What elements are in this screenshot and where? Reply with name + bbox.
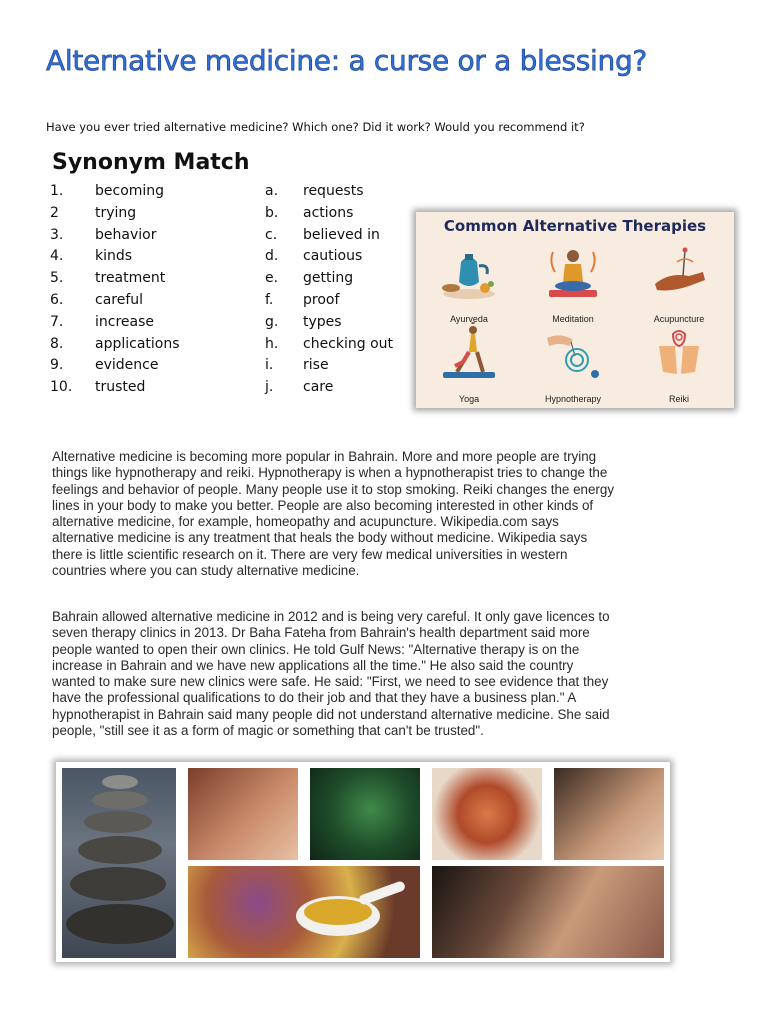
row-synonym: actions bbox=[303, 204, 354, 221]
therapy-reiki bbox=[634, 322, 724, 404]
row-number: 10. bbox=[50, 379, 73, 396]
yoga-icon bbox=[439, 322, 499, 384]
row-letter: b. bbox=[265, 204, 279, 221]
acupuncture-icon bbox=[649, 242, 709, 304]
row-synonym: types bbox=[303, 313, 342, 330]
therapy-label: Reiki bbox=[668, 394, 689, 404]
row-number: 2 bbox=[50, 204, 59, 221]
row-letter: h. bbox=[265, 335, 279, 352]
mortar-illustration bbox=[188, 866, 420, 958]
synonym-row bbox=[50, 292, 410, 314]
therapy-yoga bbox=[424, 322, 514, 404]
synonym-match-list bbox=[50, 183, 410, 401]
article-paragraph-2: Bahrain allowed alternative medicine in 2012 and is being very careful. It only gave licences to seven therapy clinics in 2013. Dr Baha Fateha from Bahrain's health department said more people wanted to open their own clinics. He told Gulf News: "Alternative therapy is on the increase in Bahrain and we have new applications all the time." He also said the country wanted to make sure new clinics were safe. He said: "First, we need to see evidence that they have the professional qualifications to do their job and that they have a business plan." A hypnotherapist in Bahrain said many people did not understand alternative medicine. She said people, "still see it as a form of magic or something that can't be trusted". bbox=[52, 609, 610, 739]
therapy-label: Hypnotherapy bbox=[544, 394, 602, 404]
synonym-row bbox=[50, 270, 410, 292]
meditation-icon bbox=[543, 242, 603, 304]
therapies-heading: Common Alternative Therapies bbox=[443, 217, 707, 235]
synonym-row bbox=[50, 227, 410, 249]
row-word: becoming bbox=[95, 183, 165, 199]
therapy-label: Acupuncture bbox=[653, 314, 705, 324]
row-word: careful bbox=[95, 291, 144, 308]
row-word: evidence bbox=[95, 357, 159, 374]
row-letter: f. bbox=[265, 291, 274, 308]
meditation-hand-photo bbox=[554, 768, 664, 860]
row-number: 8. bbox=[50, 335, 64, 352]
ayurveda-icon bbox=[439, 242, 499, 304]
reiki-icon bbox=[649, 322, 709, 384]
row-synonym: proof bbox=[303, 291, 340, 308]
row-word: kinds bbox=[95, 248, 133, 265]
stones-illustration bbox=[62, 768, 176, 958]
row-word: trying bbox=[95, 204, 137, 221]
row-letter: e. bbox=[265, 270, 279, 287]
therapy-label: Ayurveda bbox=[450, 314, 488, 324]
hypnotherapy-icon bbox=[543, 322, 603, 384]
dried-herbs-photo bbox=[188, 866, 420, 958]
row-synonym: checking out bbox=[303, 335, 394, 352]
discussion-question: Have you ever tried alternative medicine? Which one? Did it work? Would you recommend it? bbox=[46, 120, 585, 134]
synonym-row bbox=[50, 314, 410, 336]
therapy-ayurveda bbox=[424, 242, 514, 324]
therapy-meditation bbox=[528, 242, 618, 324]
synonym-row bbox=[50, 183, 410, 205]
row-letter: j. bbox=[265, 379, 274, 396]
row-word: treatment bbox=[95, 270, 166, 287]
row-number: 9. bbox=[50, 357, 64, 374]
row-number: 4. bbox=[50, 248, 64, 265]
row-letter: i. bbox=[265, 357, 274, 374]
row-synonym: rise bbox=[303, 357, 329, 374]
acupuncture-photo bbox=[188, 768, 298, 860]
row-number: 6. bbox=[50, 291, 64, 308]
row-number: 7. bbox=[50, 313, 64, 330]
row-synonym: cautious bbox=[303, 248, 363, 265]
row-letter: c. bbox=[265, 226, 278, 243]
synonym-row bbox=[50, 357, 410, 379]
row-synonym: requests bbox=[303, 183, 364, 199]
synonym-row bbox=[50, 336, 410, 358]
article-paragraph-1: Alternative medicine is becoming more popular in Bahrain. More and more people are trying things like hypnotherapy and reiki. Hypnotherapy is when a hypnotherapist tries to change the feelings and behavior of people. Many people use it to stop smoking. Reiki changes the energy lines in your body to make you better. People are also becoming interested in other kinds of alternative medicine, for example, homeopathy and acupuncture. Wikipedia.com says alternative medicine is any treatment that heals the body without medicine. Wikipedia says there is little scientific research on it. There are very few medical universities in western countries where you can study alternative medicine. bbox=[52, 449, 615, 579]
row-letter: g. bbox=[265, 313, 279, 330]
row-word: applications bbox=[95, 335, 180, 352]
therapy-acupuncture bbox=[634, 242, 724, 324]
synonym-match-heading: Synonym Match bbox=[52, 150, 250, 175]
therapies-infographic bbox=[416, 212, 734, 408]
row-word: trusted bbox=[95, 379, 146, 396]
synonym-row bbox=[50, 379, 410, 401]
row-synonym: believed in bbox=[303, 226, 380, 243]
row-letter: a. bbox=[265, 183, 279, 199]
synonym-row bbox=[50, 205, 410, 227]
row-number: 1. bbox=[50, 183, 64, 199]
photo-collage bbox=[56, 762, 670, 962]
row-word: increase bbox=[95, 313, 155, 330]
row-synonym: getting bbox=[303, 270, 354, 287]
synonym-row bbox=[50, 248, 410, 270]
anatomy-photo bbox=[432, 768, 542, 860]
page-title: Alternative medicine: a curse or a blessing? bbox=[46, 44, 647, 77]
row-number: 5. bbox=[50, 270, 64, 287]
therapy-hypnotherapy bbox=[528, 322, 618, 404]
row-synonym: care bbox=[303, 379, 334, 396]
herbs-photo bbox=[310, 768, 420, 860]
row-letter: d. bbox=[265, 248, 279, 265]
therapy-label: Meditation bbox=[552, 314, 594, 324]
row-word: behavior bbox=[95, 226, 157, 243]
stacked-stones-photo bbox=[62, 768, 176, 958]
row-number: 3. bbox=[50, 226, 64, 243]
therapy-label: Yoga bbox=[458, 394, 480, 404]
massage-photo bbox=[432, 866, 664, 958]
